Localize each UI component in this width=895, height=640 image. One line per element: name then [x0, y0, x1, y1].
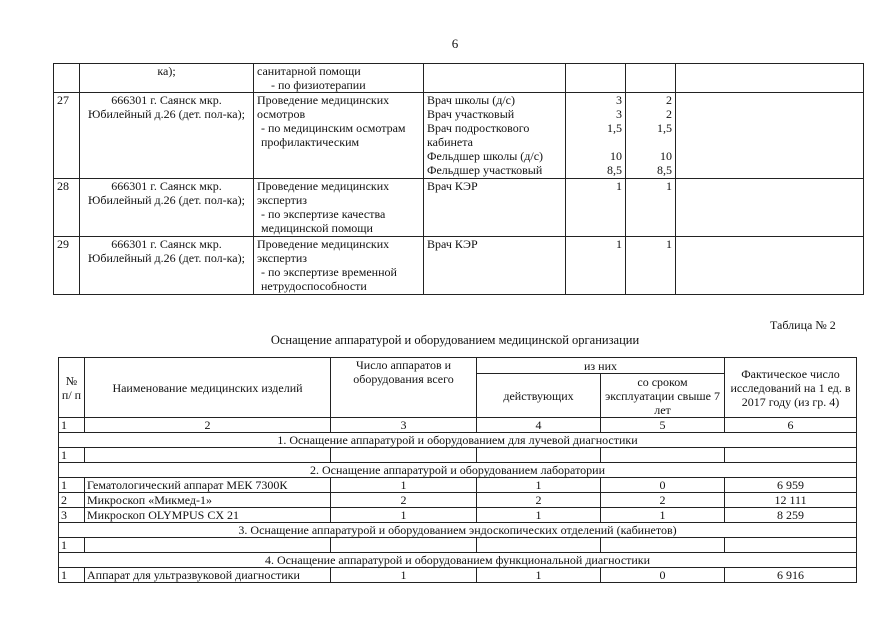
staff-activity-table — [53, 63, 864, 295]
item-working: 2 — [477, 493, 601, 508]
table-row — [59, 538, 857, 553]
item-old: 2 — [601, 493, 725, 508]
row-number: 1 — [59, 538, 85, 553]
item-working: 1 — [477, 478, 601, 493]
item-actual — [725, 538, 857, 553]
item-total — [331, 448, 477, 463]
item-total — [331, 538, 477, 553]
equipment-table — [58, 357, 857, 583]
continuation-row — [54, 64, 864, 93]
section-title: 4. Оснащение аппаратурой и оборудованием функциональной диагностики — [59, 553, 857, 568]
table-row — [59, 508, 857, 523]
address-cell: 666301 г. Саянск мкр. Юбилейный д.26 (дет. пол-ка); — [80, 179, 254, 237]
value-cell: 1 — [626, 237, 676, 295]
table-row — [54, 93, 864, 179]
col-num: 6 — [725, 418, 857, 433]
section-row — [59, 463, 857, 478]
item-old — [601, 448, 725, 463]
item-old: 1 — [601, 508, 725, 523]
item-actual: 6 916 — [725, 568, 857, 583]
item-actual — [725, 448, 857, 463]
table-row — [59, 448, 857, 463]
item-total: 1 — [331, 568, 477, 583]
staff-cell: Врач школы (д/с) Врач участковый Врач подросткового кабинета Фельдшер школы (д/с) Фельдшер участковый — [424, 93, 566, 179]
row-number: 1 — [59, 448, 85, 463]
address-cell: 666301 г. Саянск мкр. Юбилейный д.26 (дет. пол-ка); — [80, 93, 254, 179]
section-row — [59, 433, 857, 448]
section-title: 3. Оснащение аппаратурой и оборудованием эндоскопических отделений (кабинетов) — [59, 523, 857, 538]
item-name: Аппарат для ультразвуковой диагностики — [85, 568, 331, 583]
item-old: 0 — [601, 478, 725, 493]
table-row — [59, 493, 857, 508]
table-row — [59, 478, 857, 493]
row-number: 2 — [59, 493, 85, 508]
row-number: 27 — [54, 93, 80, 179]
item-total: 1 — [331, 478, 477, 493]
header-name: Наименование медицинских изделий — [85, 358, 331, 418]
table-row — [59, 568, 857, 583]
col-num: 1 — [59, 418, 85, 433]
header-num: № п/ п — [59, 358, 85, 418]
item-working: 1 — [477, 508, 601, 523]
row-number: 3 — [59, 508, 85, 523]
section-row — [59, 523, 857, 538]
value-cell: 1 — [566, 237, 626, 295]
section-title: 1. Оснащение аппаратурой и оборудованием для лучевой диагностики — [59, 433, 857, 448]
header-actual: Фактическое число исследований на 1 ед. в 2017 году (из гр. 4) — [725, 358, 857, 418]
staff-cell: Врач КЭР — [424, 237, 566, 295]
item-actual: 6 959 — [725, 478, 857, 493]
item-actual: 8 259 — [725, 508, 857, 523]
value-cell: 1 — [626, 179, 676, 237]
row-number: 1 — [59, 478, 85, 493]
row-number: 29 — [54, 237, 80, 295]
column-number-row — [59, 418, 857, 433]
item-name — [85, 538, 331, 553]
header-count: Число аппаратов и оборудования всего — [331, 358, 477, 418]
item-actual: 12 111 — [725, 493, 857, 508]
col-num: 4 — [477, 418, 601, 433]
row-number: 28 — [54, 179, 80, 237]
item-old: 0 — [601, 568, 725, 583]
activity-cell: Проведение медицинских экспертиз - по экспертизе временной нетрудоспособности — [254, 237, 424, 295]
activity-cell: Проведение медицинских осмотров - по медицинским осмотрам профилактическим — [254, 93, 424, 179]
table-title: Оснащение аппаратурой и оборудованием медицинской организации — [270, 333, 640, 347]
col-num: 2 — [85, 418, 331, 433]
item-name: Микроскоп «Микмед-1» — [85, 493, 331, 508]
header-old: со сроком эксплуатации свыше 7 лет — [601, 374, 725, 418]
table-row — [54, 179, 864, 237]
table-row — [54, 237, 864, 295]
item-name: Микроскоп OLYMPUS CX 21 — [85, 508, 331, 523]
item-name — [85, 448, 331, 463]
activity-cell: Проведение медицинских экспертиз - по экспертизе качества медицинской помощи — [254, 179, 424, 237]
col-num: 3 — [331, 418, 477, 433]
staff-cell: Врач КЭР — [424, 179, 566, 237]
row-number: 1 — [59, 568, 85, 583]
item-total: 1 — [331, 508, 477, 523]
item-name: Гематологический аппарат МЕК 7300К — [85, 478, 331, 493]
value-cell: 2 2 1,5 10 8,5 — [626, 93, 676, 179]
header-row — [59, 358, 857, 374]
item-total: 2 — [331, 493, 477, 508]
header-working: действующих — [477, 374, 601, 418]
address-cell: ка); — [80, 64, 254, 93]
activity-cell: санитарной помощи - по физиотерапии — [254, 64, 424, 93]
value-cell: 3 3 1,5 10 8,5 — [566, 93, 626, 179]
item-working — [477, 538, 601, 553]
col-num: 5 — [601, 418, 725, 433]
section-title: 2. Оснащение аппаратурой и оборудованием лаборатории — [59, 463, 857, 478]
page-number: 6 — [451, 36, 459, 51]
item-working: 1 — [477, 568, 601, 583]
value-cell: 1 — [566, 179, 626, 237]
header-of-them: из них — [477, 358, 725, 374]
table-caption: Таблица № 2 — [770, 318, 836, 332]
address-cell: 666301 г. Саянск мкр. Юбилейный д.26 (дет. пол-ка); — [80, 237, 254, 295]
section-row — [59, 553, 857, 568]
item-working — [477, 448, 601, 463]
item-old — [601, 538, 725, 553]
